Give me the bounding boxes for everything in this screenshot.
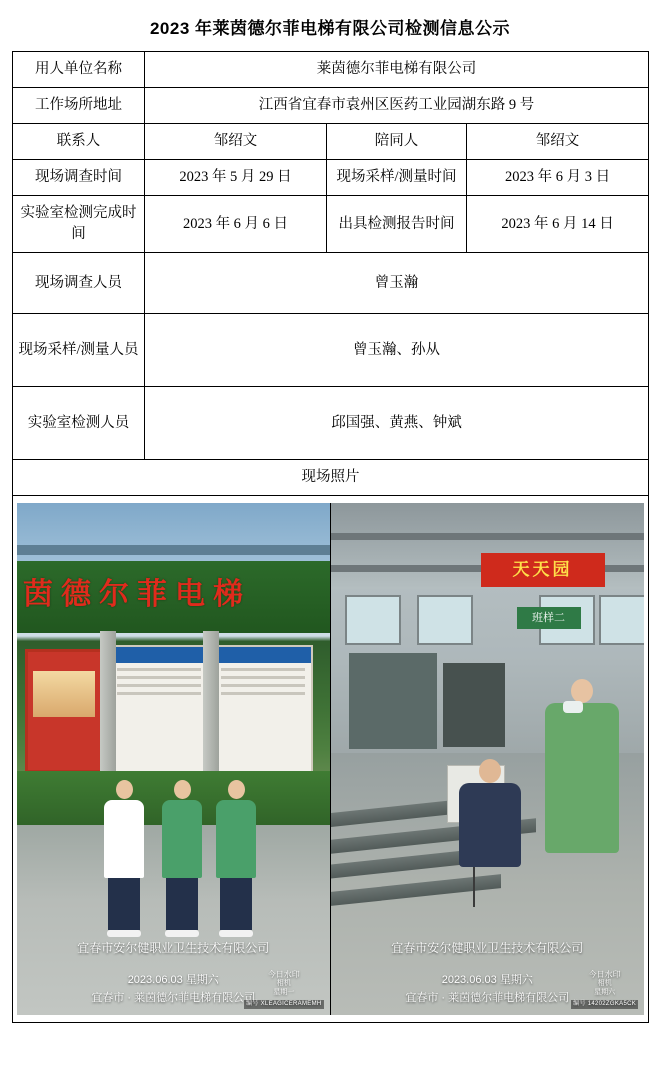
watermark-company: 宜春市安尔健职业卫生技术有限公司 [391,940,584,955]
stamp-code: 编号 14202ZGKA5CK [571,1000,638,1010]
page-title: 2023 年莱茵德尔菲电梯有限公司检测信息公示 [149,19,511,38]
photo-right-stamp [571,970,638,1009]
stamp-line2: 相机 [597,980,612,988]
row-label-lab-finish-date: 实验室检测完成时间 [13,196,145,253]
row-label-workplace-address: 工作场所地址 [13,88,145,124]
worker-body [459,783,521,867]
row-label-contact: 联系人 [13,124,145,160]
person-body [162,800,202,878]
row-value-contact: 邹绍文 [145,124,327,160]
stamp-line3: 星期六 [594,988,616,996]
bulletin-line [117,692,201,695]
row-label-survey-date: 现场调查时间 [13,160,145,196]
row-label-sampling-staff: 现场采样/测量人员 [13,314,145,387]
person-shoes [165,930,199,937]
workshop-window [417,595,473,645]
photos-section-header: 现场照片 [13,460,649,496]
stamp-title: 今日水印 [588,970,621,980]
photo-left-stamp [244,970,323,1009]
person-legs [108,878,140,930]
bulletin-panel-2 [109,645,209,775]
row-value-sampling-date: 2023 年 6 月 3 日 [467,160,649,196]
photo-left-scene [17,503,330,1015]
row-value-lab-finish-date: 2023 年 6 月 6 日 [145,196,327,253]
stamp-line2: 相机 [276,980,291,988]
person-legs [166,878,198,930]
table-row [13,387,649,460]
photos-cell [13,496,649,1023]
watermark-date: 2023.06.03 星期六 [127,974,219,987]
person-shoes [107,930,141,937]
person-head [228,780,245,799]
workshop-window [345,595,401,645]
row-value-accompanier: 邹绍文 [467,124,649,160]
inspection-info-table [12,51,649,1023]
notice-board-red [25,649,103,773]
notice-board-title [28,652,100,668]
watermark-date: 2023.06.03 星期六 [441,974,533,987]
watermark-company: 宜春市安尔健职业卫生技术有限公司 [77,940,270,955]
roof-beam-shape [17,545,330,555]
row-value-survey-date: 2023 年 5 月 29 日 [145,160,327,196]
gate-sign-text: 茵德尔菲电梯 [23,578,251,612]
workshop-green-sign: 班样二 [517,607,581,629]
site-photo-right [331,503,645,1015]
person-legs [220,878,252,930]
row-value-lab-staff: 邱国强、黄燕、钟斌 [145,387,649,460]
row-label-accompanier: 陪同人 [327,124,467,160]
row-label-report-date: 出具检测报告时间 [327,196,467,253]
person-head [116,780,133,799]
stamp-code: 编号 XLEAGICERAMEMH [244,1000,323,1010]
person-figure [159,780,205,937]
workshop-red-sign: 天天园 [481,553,605,587]
row-value-workplace-address: 江西省宜春市袁州区医药工业园湖东路 9 号 [145,88,649,124]
gate-post [203,631,219,781]
watermark-place: 宜春市 · 莱茵德尔菲电梯有限公司 [91,992,256,1005]
stamp-line3: 星期一 [273,988,295,996]
bulletin-panel-3 [213,645,313,775]
bulletin-line [117,668,201,671]
table-row [13,314,649,387]
person-head [174,780,191,799]
row-value-sampling-staff: 曾玉瀚、孙从 [145,314,649,387]
bulletin-line [117,676,201,679]
worker-figure-crouching [459,759,521,867]
gate-post [100,631,116,781]
person-figure [101,780,147,937]
bulletin-line [221,684,305,687]
workshop-window [599,595,645,645]
person-figure [213,780,259,937]
bulletin-line [117,684,201,687]
row-value-employer-name: 莱茵德尔菲电梯有限公司 [145,52,649,88]
table-row [13,196,649,253]
row-label-lab-staff: 实验室检测人员 [13,387,145,460]
person-shoes [219,930,253,937]
bulletin-line [221,668,305,671]
worker-body [545,703,619,853]
person-body [216,800,256,878]
table-row [13,460,649,496]
bulletin-panel-2-header [111,647,207,663]
watermark-place: 宜春市 · 莱茵德尔菲电梯有限公司 [405,992,570,1005]
stamp-title: 今日水印 [267,970,300,980]
bulletin-line [221,692,305,695]
row-value-survey-staff: 曾玉瀚 [145,253,649,314]
bulletin-line [221,676,305,679]
row-label-sampling-date: 现场采样/测量时间 [327,160,467,196]
table-row [13,88,649,124]
worker-head [571,679,593,703]
machine-shape [443,663,505,747]
bulletin-panel-3-header [215,647,311,663]
face-mask-shape [563,701,583,713]
site-photos [17,503,644,1015]
row-label-survey-staff: 现场调查人员 [13,253,145,314]
photo-right-scene [331,503,645,1015]
photos-row [13,496,649,1023]
ceiling-beam [331,533,645,540]
table-row [13,253,649,314]
table-row [13,160,649,196]
row-label-employer-name: 用人单位名称 [13,52,145,88]
site-photo-left [17,503,331,1015]
table-row [13,124,649,160]
person-body [104,800,144,878]
worker-head [479,759,501,783]
row-value-report-date: 2023 年 6 月 14 日 [467,196,649,253]
machine-shape [349,653,437,749]
table-row [13,52,649,88]
notice-board-image [33,671,95,717]
